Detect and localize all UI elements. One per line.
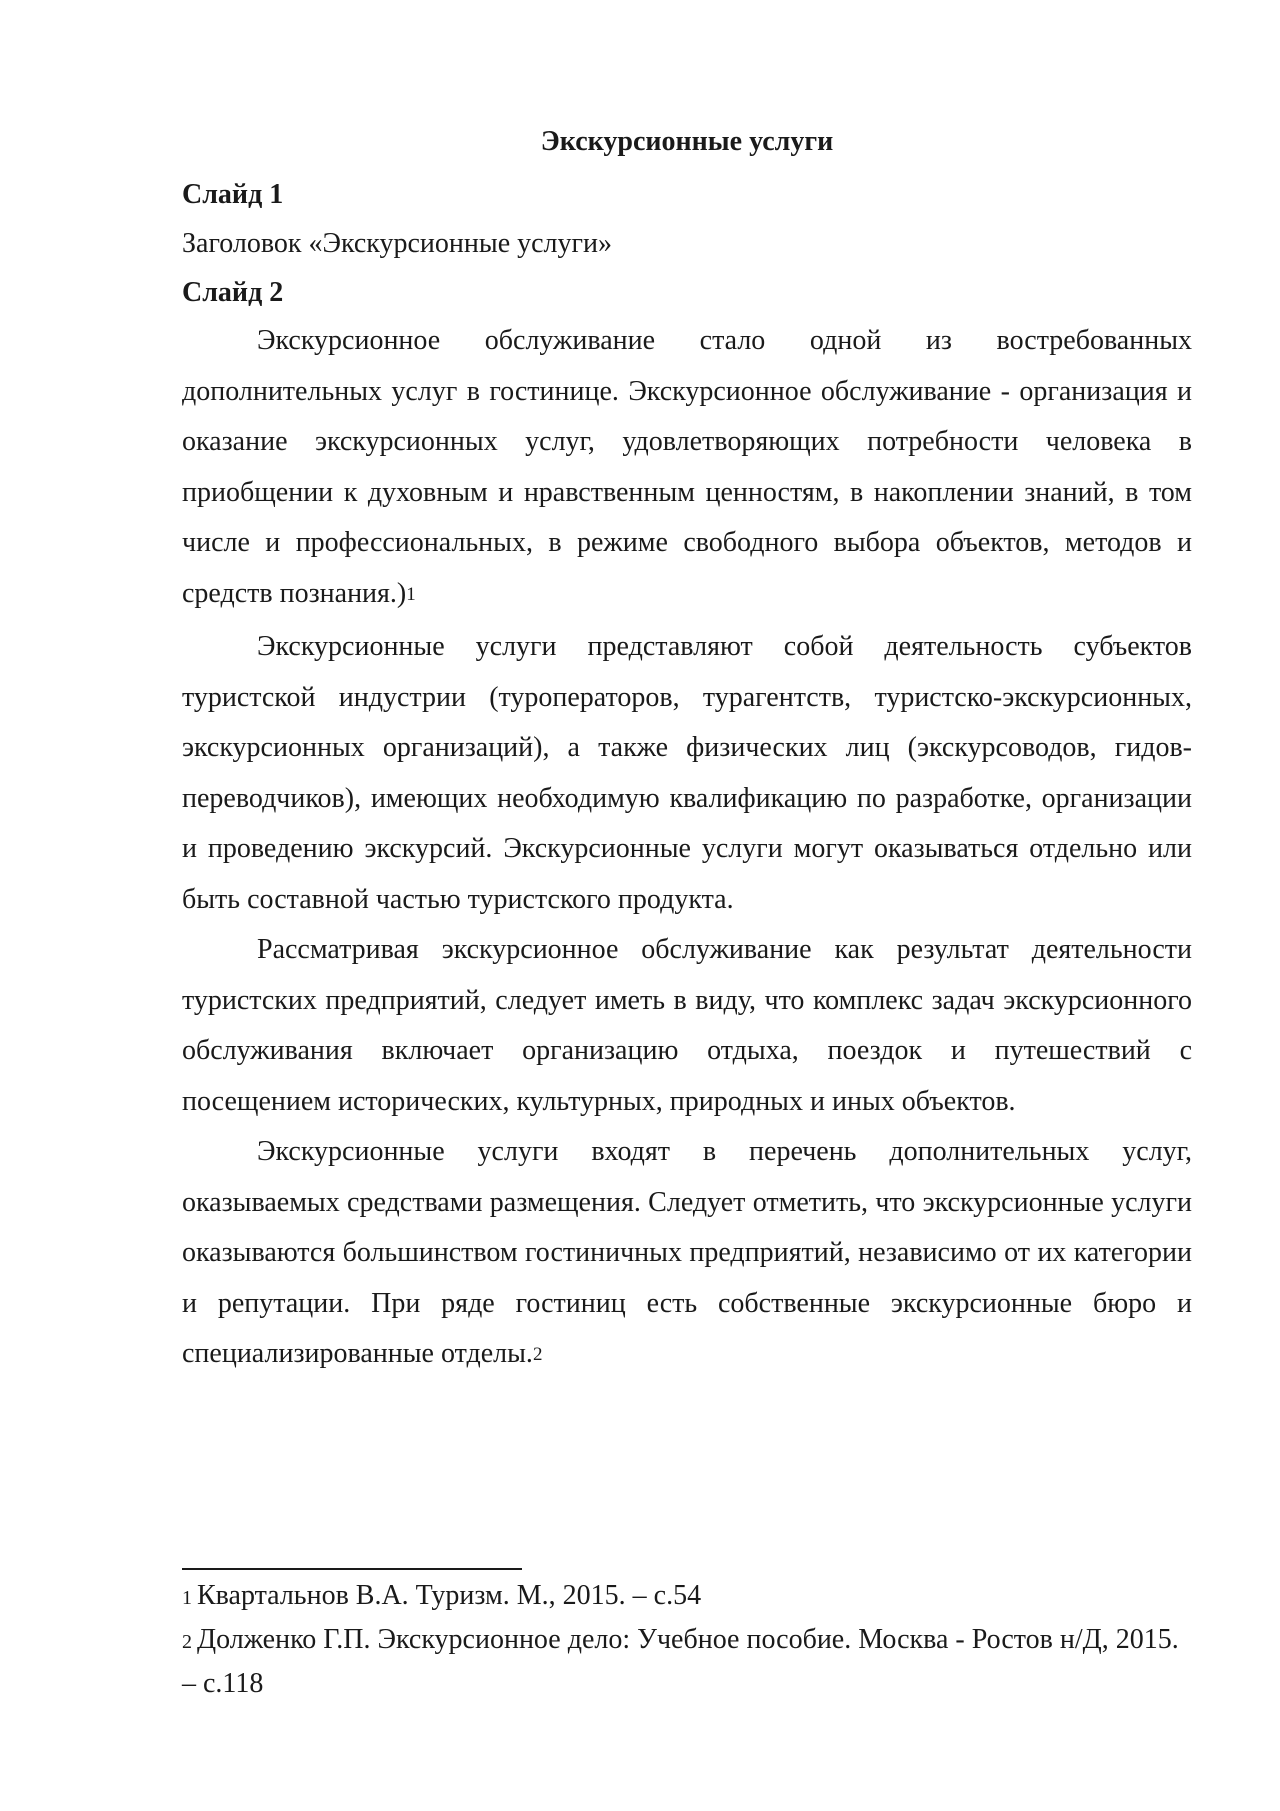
slide-2-heading: Слайд 2 [182,277,284,308]
footnotes [182,1575,1192,1704]
footnote-text: Долженко Г.П. Экскурсионное дело: Учебное пособие. Москва - Ростов н/Д, 2015. – с.118 [182,1624,1179,1699]
slide-1-caption: Заголовок «Экскурсионные услуги» [182,228,612,259]
paragraph [182,1127,1192,1383]
paragraph-text: Рассматривая экскурсионное обслуживание как результат деятельности туристских предприятий, следует иметь в виду, что комплекс задач экскурсионного обслуживания включает организацию отдыха, поездок и путешествий с посещением исторических, культурных, природных и иных объектов. [182,934,1192,1117]
footnote-reference: 1 [406,583,416,605]
document-body [182,116,1192,1383]
footnote-number: 1 [182,1587,192,1609]
paragraph [182,316,1192,622]
paragraph-text: Экскурсионные услуги представляют собой деятельность субъектов туристской индустрии (туроператоров, турагентств, туристско-экскурсионных, экскурсионных организаций), а также физических лиц (экскурсоводов, гидов-переводчиков), имеющих необходимую квалификацию по разработке, организации и проведению экскурсий. Экскурсионные услуги могут оказываться отдельно или быть составной частью туристского продукта. [182,631,1192,915]
footnote [182,1575,1192,1619]
footnote-text: Квартальнов В.А. Туризм. М., 2015. – с.54 [197,1580,702,1611]
footnote-separator [182,1568,522,1570]
footnote-number: 2 [182,1631,192,1653]
paragraph-text: Экскурсионные услуги входят в перечень дополнительных услуг, оказываемых средствами размещения. Следует отметить, что экскурсионные услуги оказываются большинством гостиничных предприятий, независимо от их категории и репутации. При ряде гостиниц есть собственные экскурсионные бюро и специализированные отделы. [182,1136,1192,1369]
footnote-reference: 2 [532,1344,543,1365]
document-title: Экскурсионные услуги [540,126,834,157]
slide-1-heading: Слайд 1 [182,179,284,210]
paragraph [182,925,1192,1127]
paragraph [182,622,1192,925]
paragraph-text: Экскурсионное обслуживание стало одной из востребованных дополнительных услуг в гостинице. Экскурсионное обслуживание - организация и оказание экскурсионных услуг, удовлетворяющих потребности человека в приобщении к духовным и нравственным ценностям, в накоплении знаний, в том числе и профессиональных, в режиме свободного выбора объектов, методов и средств познания.) [182,325,1192,609]
footnote [182,1619,1192,1704]
